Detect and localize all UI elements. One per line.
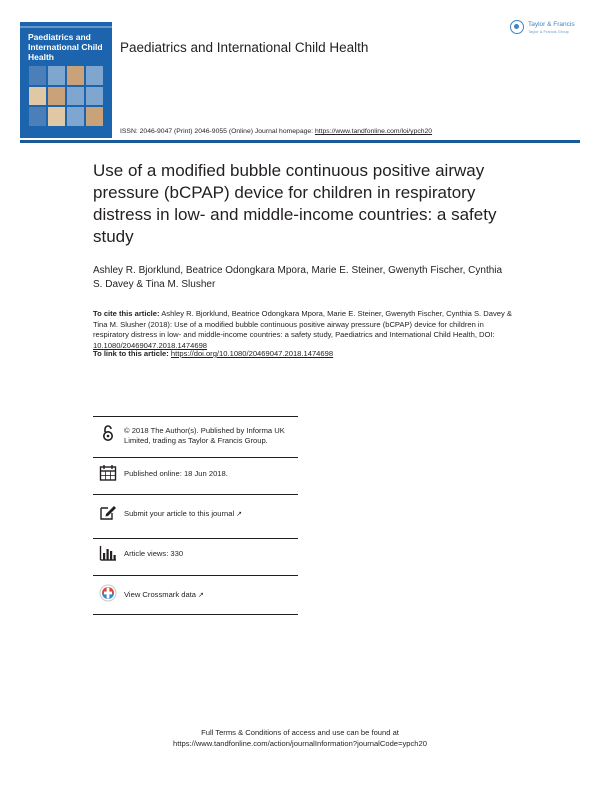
footer-terms-link[interactable]: https://www.tandfonline.com/action/journalInformation?journalCode=ypch20 — [173, 739, 427, 748]
publisher-logo-tagline: Taylor & Francis Group — [528, 29, 569, 34]
journal-title: Paediatrics and International Child Health — [120, 40, 369, 55]
license-row[interactable] — [93, 423, 298, 457]
article-authors: Ashley R. Bjorklund, Beatrice Odongkara Mpora, Marie E. Steiner, Gwenyth Fischer, Cynthia S. Davey & Tina M. Slusher — [93, 265, 503, 290]
citation-doi-link[interactable]: 10.1080/20469047.2018.1474698 — [93, 341, 208, 351]
article-views: Article views: 330 — [124, 549, 184, 558]
publisher-logo[interactable] — [510, 18, 584, 38]
submit-article-row[interactable] — [93, 503, 298, 529]
published-date: Published online: 18 Jun 2018. — [124, 469, 228, 478]
header-divider — [20, 140, 580, 143]
publisher-logo-icon — [510, 20, 524, 34]
citation-label: To cite this article: — [93, 309, 160, 318]
external-link-icon: ↗ — [198, 592, 204, 599]
cover-title: Paediatrics and International Child Health — [28, 32, 103, 62]
info-divider — [93, 494, 298, 495]
info-divider — [93, 416, 298, 417]
info-divider — [93, 538, 298, 539]
footer-terms-text: Full Terms & Conditions of access and use can be found at — [201, 728, 399, 737]
bar-chart-icon — [99, 544, 117, 562]
crossmark-row[interactable] — [93, 584, 298, 610]
citation-block — [93, 309, 513, 352]
external-link-icon: ↗ — [236, 511, 243, 518]
cover-photo-grid — [29, 66, 103, 126]
info-divider — [93, 575, 298, 576]
journal-homepage-link[interactable]: https://www.tandfonline.com/loi/ypch20 — [314, 128, 433, 135]
open-access-lock-icon — [99, 424, 117, 442]
footer — [0, 727, 600, 749]
issn-line — [120, 128, 432, 135]
article-doi-link[interactable]: https://doi.org/10.1080/20469047.2018.1474698 — [170, 349, 334, 358]
license-text: © 2018 The Author(s). Published by Informa UK Limited, trading as Taylor & Francis Group. — [124, 426, 285, 445]
published-row — [93, 464, 298, 492]
article-link-line — [93, 349, 333, 358]
publisher-logo-text: Taylor & Francis — [528, 21, 575, 28]
info-divider — [93, 614, 298, 615]
crossmark-link[interactable]: View Crossmark data — [124, 590, 197, 599]
article-title: Use of a modified bubble continuous positive airway pressure (bCPAP) device for children in respiratory distress in low- and middle-income countries: a safety study — [93, 161, 497, 246]
views-row — [93, 543, 298, 569]
issn-text: ISSN: 2046-9047 (Print) 2046-9055 (Online) Journal homepage: — [120, 128, 315, 135]
citation-text: Ashley R. Bjorklund, Beatrice Odongkara Mpora, Marie E. Steiner, Gwenyth Fischer, Cynthia S. Davey & Tina M. Slusher (2018): Use of a modified bubble continuous positive airway pressure (bCPAP) device for children in respiratory distress in low- and middle-income countries: a safety study, Paediatrics and International Child Health, DOI: — [93, 309, 512, 340]
cover-stripe — [20, 26, 112, 28]
info-divider — [93, 457, 298, 458]
calendar-icon — [99, 464, 117, 482]
journal-cover-image — [20, 22, 112, 138]
submit-article-link[interactable]: Submit your article to this journal — [124, 509, 235, 518]
link-label: To link to this article: — [93, 349, 171, 358]
crossmark-icon — [99, 584, 117, 602]
pencil-edit-icon — [99, 503, 117, 521]
